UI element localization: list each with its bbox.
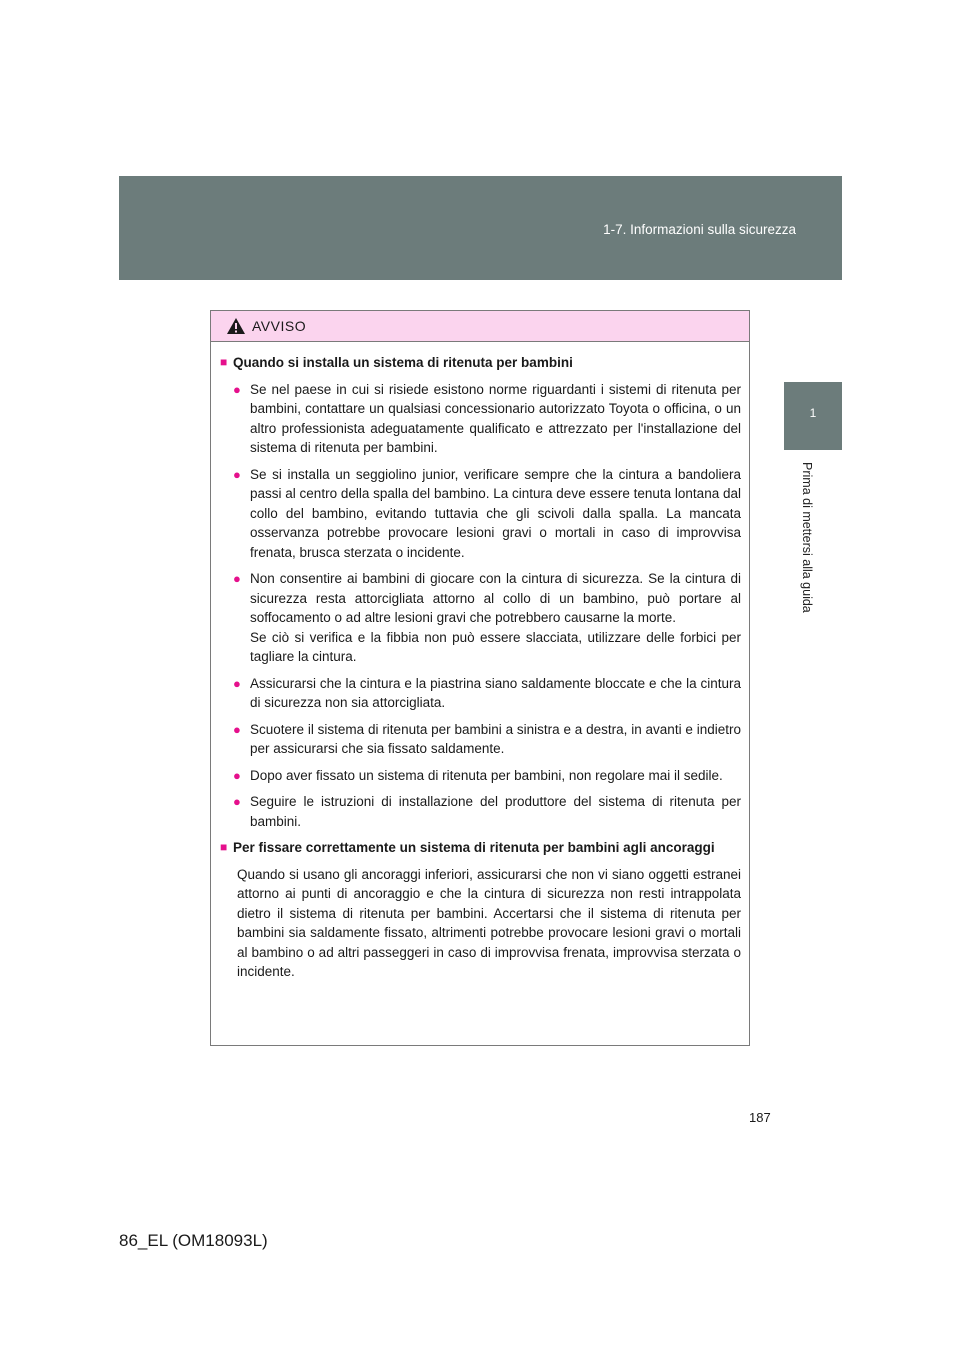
warning-header [211, 311, 749, 342]
circle-bullet-icon: ● [233, 466, 241, 482]
circle-bullet-icon: ● [233, 381, 241, 397]
list-item: ● Dopo aver fissato un sistema di ritenuta per bambini, non regolare mai il sedile. [233, 766, 741, 786]
warning-box [210, 310, 750, 1046]
warning-triangle-icon [226, 317, 246, 335]
document-code: 86_EL (OM18093L) [119, 1231, 268, 1250]
page-number: 187 [749, 1110, 771, 1125]
circle-bullet-icon: ● [233, 571, 241, 586]
header-band [119, 176, 842, 280]
chapter-label: Prima di mettersi alla guida [800, 462, 814, 613]
square-bullet-icon: ■ [220, 355, 228, 369]
list-item: ● Scuotere il sistema di ritenuta per bambini a sinistra e a destra, in avanti e indietro per assicurarsi che sia fissato saldamente. [233, 720, 741, 759]
section-heading: ■ Quando si installa un sistema di ritenuta per bambini [220, 353, 741, 373]
section-heading: ■ Per fissare correttamente un sistema di ritenuta per bambini agli ancoraggi [220, 838, 741, 858]
warning-title: AVVISO [252, 318, 307, 334]
list-item: ● Non consentire ai bambini di giocare con la cintura di sicurezza. Se la cintura di sicurezza resta attorcigliata attorno al collo di un bambino, può portare al soffocamento o ad altre lesioni gravi che potrebbero causarne la morte. Se ciò si verifica e la fibbia non può essere slacciata, utilizzare delle forbici per tagliare la cintura. [233, 569, 741, 667]
circle-bullet-icon: ● [233, 794, 241, 809]
chapter-tab [784, 382, 842, 450]
section-title: 1-7. Informazioni sulla sicurezza [603, 222, 796, 237]
warning-body [211, 342, 749, 982]
square-bullet-icon: ■ [220, 840, 228, 854]
list-item: ● Se si installa un seggiolino junior, verificare sempre che la cintura a bandoliera passi al centro della spalla del bambino. La cintura deve essere tenuta lontana dal collo del bambino, evitando tuttavia che gli scivoli dalla spalla. La mancata osservanza potrebbe provocare lesioni gravi o mortali in caso di improvvisa frenata, brusca sterzata o incidente. [233, 465, 741, 563]
circle-bullet-icon: ● [233, 675, 241, 691]
circle-bullet-icon: ● [233, 767, 241, 783]
paragraph: Quando si usano gli ancoraggi inferiori, assicurarsi che non vi siano oggetti estranei attorno ai punti di ancoraggio e che la cintura di sicurezza non resti intrappolata dietro il sistema di ritenuta per bambini. Accertarsi che il sistema di ritenuta per bambini sia saldamente fissato, altrimenti potrebbe provocare lesioni gravi o mortali al bambino o ad altri passeggeri in caso di improvvisa frenata, improvvisa sterzata o incidente. [237, 866, 741, 979]
list-item: ● Seguire le istruzioni di installazione del produttore del sistema di ritenuta per bambini. [233, 792, 741, 831]
chapter-number: 1 [809, 406, 817, 420]
circle-bullet-icon: ● [233, 721, 241, 737]
list-item: ● Se nel paese in cui si risiede esistono norme riguardanti i sistemi di ritenuta per bambini, contattare un qualsiasi concessionario autorizzato Toyota o officina, o un altro professionista adeguatamente qualificato e attrezzato per l'installazione del sistema di ritenuta per bambini. [233, 380, 741, 458]
list-item: ● Assicurarsi che la cintura e la piastrina siano saldamente bloccate e che la cintura di sicurezza non sia attorcigliata. [233, 674, 741, 713]
